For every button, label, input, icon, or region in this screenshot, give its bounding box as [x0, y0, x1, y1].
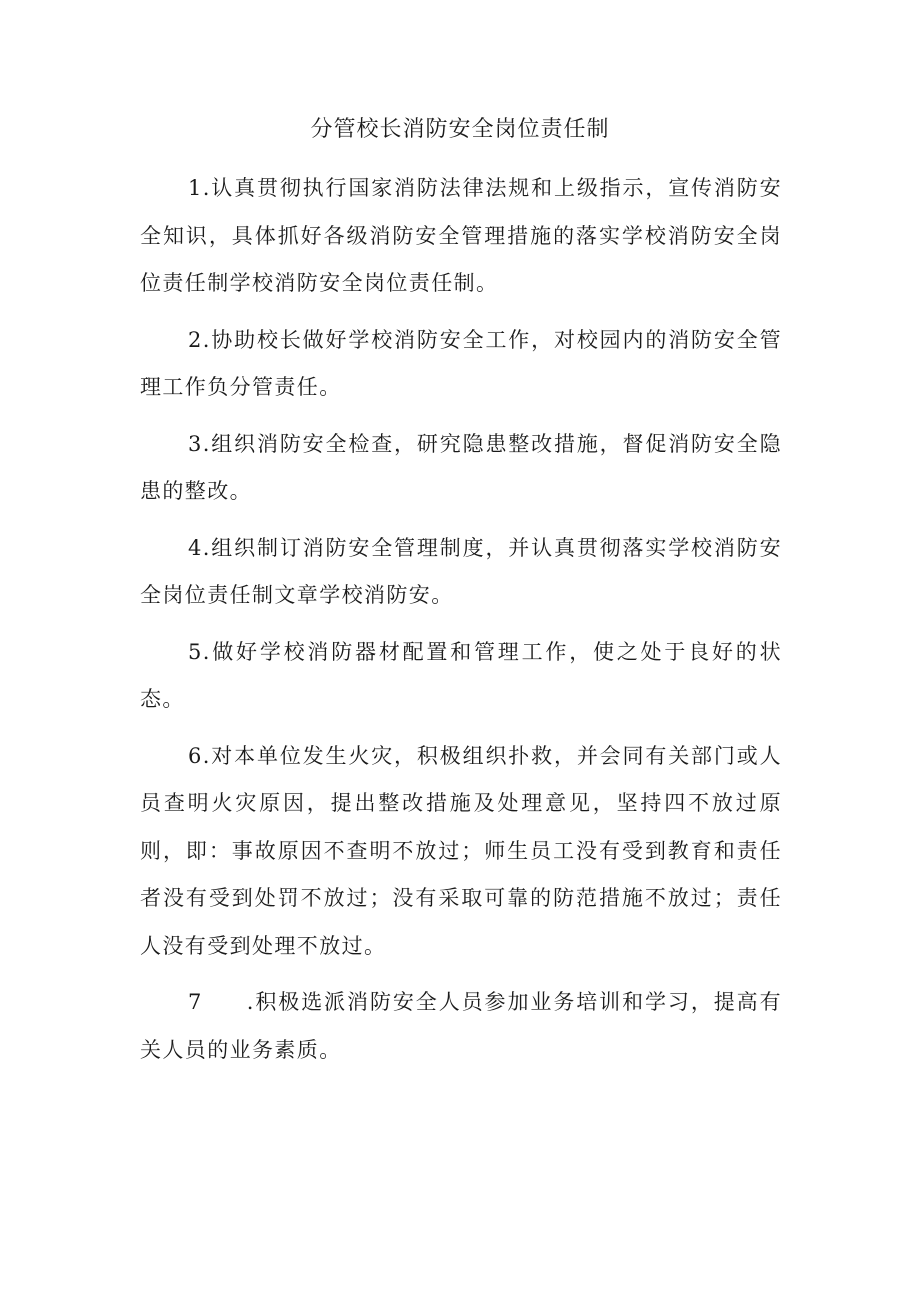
- list-item: [140, 165, 782, 308]
- item-number: 3: [188, 431, 203, 456]
- item-text: .认真贯彻执行国家消防法律法规和上级指示，宣传消防安全知识，具体抓好各级消防安全管理措施的落实学校消防安全岗位责任制学校消防安全岗位责任制。: [140, 176, 782, 295]
- item-number: 5: [188, 639, 203, 664]
- document-title: 分管校长消防安全岗位责任制: [310, 117, 610, 142]
- item-number: 7: [188, 990, 203, 1014]
- item-text: .组织消防安全检查，研究隐患整改措施，督促消防安全隐患的整改。: [140, 431, 782, 503]
- item-number: 2: [188, 327, 203, 352]
- item-number: 1: [188, 176, 203, 200]
- item-number: 6: [188, 743, 203, 768]
- list-item: [140, 421, 782, 516]
- list-item: [140, 317, 782, 412]
- list-item: [140, 979, 782, 1074]
- list-item: [140, 629, 782, 724]
- item-text: .做好学校消防器材配置和管理工作，使之处于良好的状态。: [140, 639, 782, 711]
- item-text: .组织制订消防安全管理制度，并认真贯彻落实学校消防安全岗位责任制文章学校消防安。: [140, 535, 782, 607]
- item-number: 4: [188, 535, 203, 560]
- item-text: .积极选派消防安全人员参加业务培训和学习，提高有关人员的业务素质。: [140, 990, 782, 1062]
- list-item: [140, 733, 782, 971]
- list-item: [140, 525, 782, 620]
- document-body: [140, 165, 782, 1074]
- item-text: .对本单位发生火灾，积极组织扑救，并会同有关部门或人员查明火灾原因，提出整改措施及处理意见，坚持四不放过原则，即：事故原因不查明不放过；师生员工没有受到教育和责任者没有受到处罚不放过；没有采取可靠的防范措施不放过；责任人没有受到处理不放过。: [140, 743, 782, 958]
- item-text: .协助校长做好学校消防安全工作，对校园内的消防安全管理工作负分管责任。: [140, 327, 782, 399]
